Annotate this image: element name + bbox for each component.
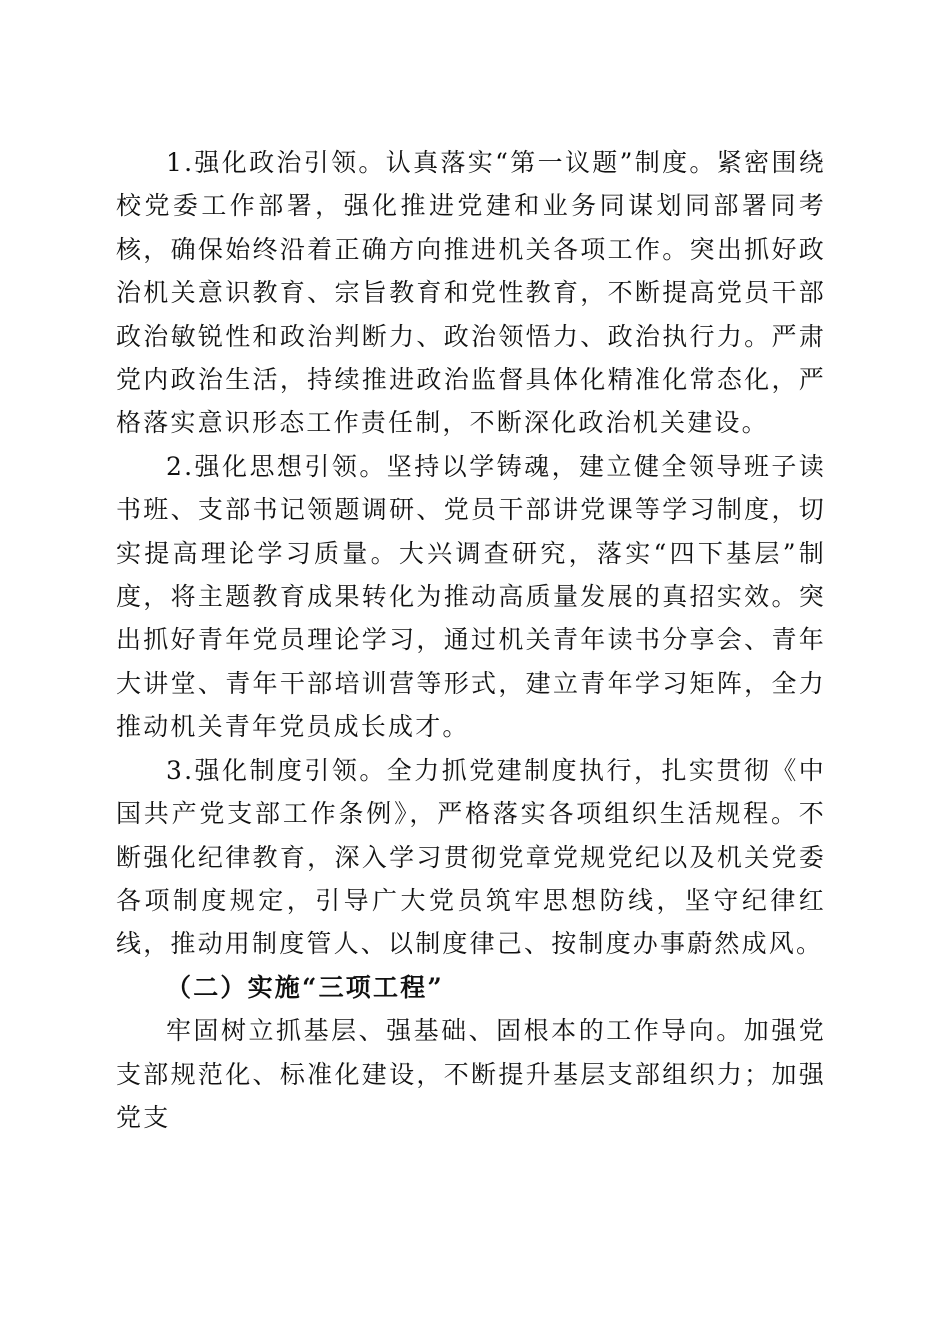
document-page xyxy=(116,141,826,1139)
paragraph-institutional-leadership: 3.强化制度引领。全力抓党建制度执行，扎实贯彻《中国共产党支部工作条例》，严格落实各项组织生活规程。不断强化纪律教育，深入学习贯彻党章党规党纪以及机关党委各项制度规定，引导广大党员筑牢思想防线，坚守纪律红线，推动用制度管人、以制度律己、按制度办事蔚然成风。 xyxy=(116,755,826,959)
paragraph-ideological-leadership: 2.强化思想引领。坚持以学铸魂，建立健全领导班子读书班、支部书记领题调研、党员干部讲党课等学习制度，切实提高理论学习质量。大兴调查研究，落实“四下基层”制度，将主题教育成果转化为推动高质量发展的真招实效。突出抓好青年党员理论学习，通过机关青年读书分享会、青年大讲堂、青年干部培训营等形式，建立青年学习矩阵，全力推动机关青年党员成长成才。 xyxy=(116,451,826,742)
paragraph-grassroots-foundation: 牢固树立抓基层、强基础、固根本的工作导向。加强党支部规范化、标准化建设，不断提升基层支部组织力；加强党支 xyxy=(116,1016,826,1132)
paragraph-political-leadership: 1.强化政治引领。认真落实“第一议题”制度。紧密围绕校党委工作部署，强化推进党建和业务同谋划同部署同考核，确保始终沿着正确方向推进机关各项工作。突出抓好政治机关意识教育、宗旨教育和党性教育，不断提高党员干部政治敏锐性和政治判断力、政治领悟力、政治执行力。严肃党内政治生活，持续推进政治监督具体化精准化常态化，严格落实意识形态工作责任制，不断深化政治机关建设。 xyxy=(116,148,826,438)
section-heading-three-projects: （二）实施“三项工程” xyxy=(166,972,444,1002)
